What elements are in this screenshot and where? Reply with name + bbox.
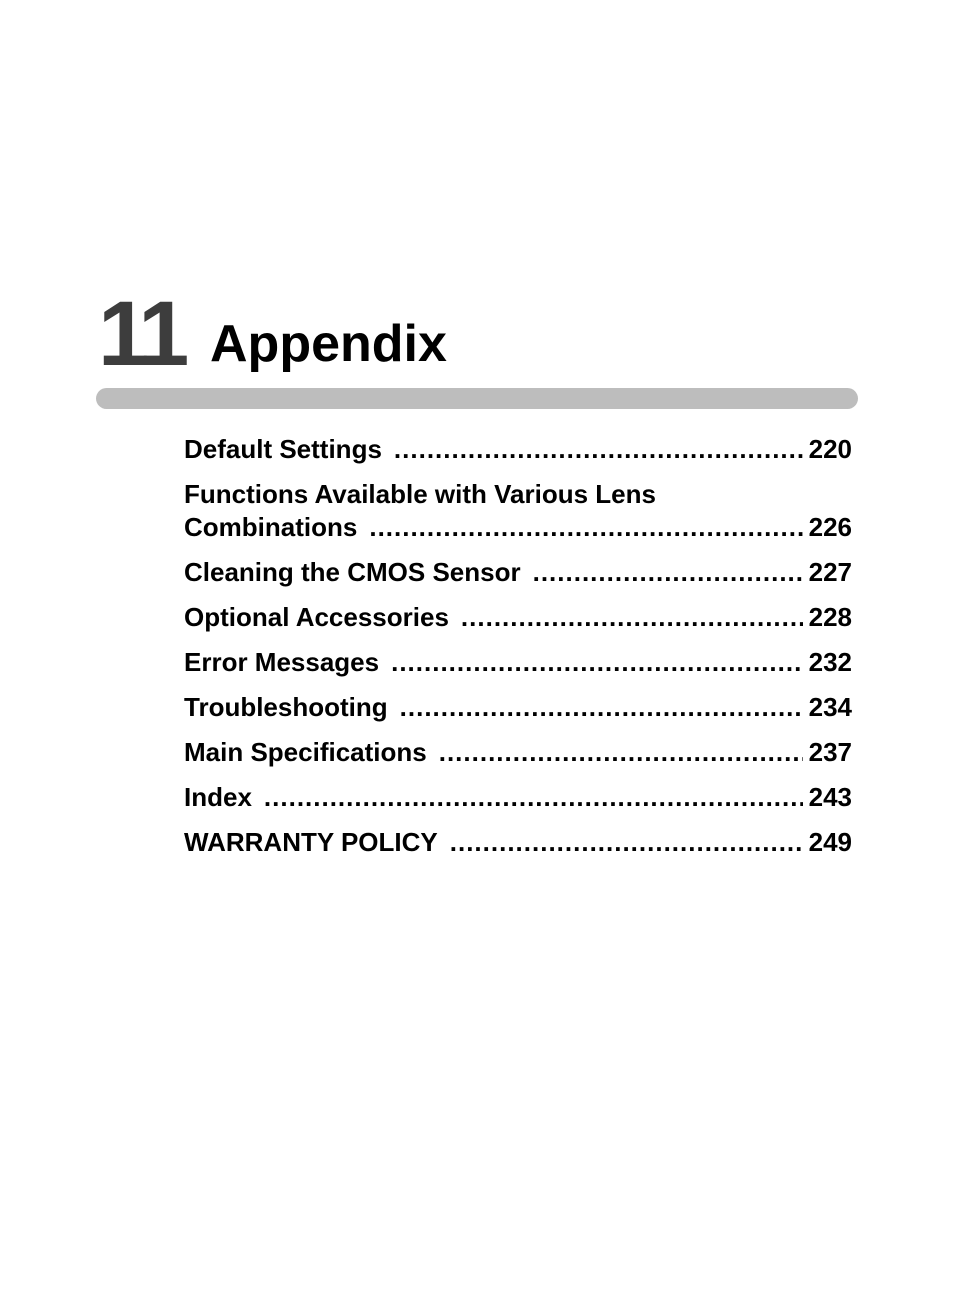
toc-entry-error-messages[interactable]	[184, 646, 852, 679]
chapter-divider	[96, 388, 858, 409]
dot-leader	[533, 556, 803, 589]
toc-entry-title: Troubleshooting	[184, 692, 388, 722]
toc-entry-page: 237	[808, 737, 852, 767]
toc-entry-title: WARRANTY POLICY	[184, 827, 438, 857]
toc-entry-title: Error Messages	[184, 647, 380, 677]
dot-leader	[400, 691, 803, 724]
toc-entry-title: Index	[184, 782, 252, 812]
dot-leader	[369, 511, 802, 544]
toc-entry-warranty-policy[interactable]	[184, 826, 852, 859]
dot-leader	[439, 736, 803, 769]
toc-entry-optional-accessories[interactable]	[184, 601, 852, 634]
chapter-number: 11	[98, 283, 184, 385]
chapter-title: Appendix	[210, 315, 447, 373]
toc-entry-title: Default Settings	[184, 434, 382, 464]
chapter-heading	[98, 283, 858, 385]
toc-entry-page: 227	[808, 557, 852, 587]
toc-entry-main-specifications[interactable]	[184, 736, 852, 769]
toc-entry-cleaning-cmos-sensor[interactable]	[184, 556, 852, 589]
toc-entry-title: Optional Accessories	[184, 602, 449, 632]
dot-leader	[391, 646, 803, 679]
toc-entry-default-settings[interactable]	[184, 433, 852, 466]
toc-entry-troubleshooting[interactable]	[184, 691, 852, 724]
dot-leader	[461, 601, 803, 634]
table-of-contents	[184, 433, 852, 871]
toc-entry-page: 220	[808, 434, 852, 464]
toc-entry-lens-combinations[interactable]	[184, 478, 852, 544]
toc-entry-page: 249	[808, 827, 852, 857]
toc-entry-title: Main Specifications	[184, 737, 427, 767]
dot-leader	[450, 826, 803, 859]
toc-entry-page: 234	[808, 692, 852, 722]
toc-entry-index[interactable]	[184, 781, 852, 814]
toc-entry-page: 226	[808, 512, 852, 542]
dot-leader	[394, 433, 803, 466]
toc-entry-title: Cleaning the CMOS Sensor	[184, 557, 521, 587]
dot-leader	[264, 781, 803, 814]
toc-entry-title-line1: Functions Available with Various Lens	[184, 479, 656, 509]
toc-entry-page: 232	[808, 647, 852, 677]
toc-entry-title: Combinations	[184, 512, 358, 542]
toc-entry-page: 243	[808, 782, 852, 812]
toc-entry-page: 228	[808, 602, 852, 632]
